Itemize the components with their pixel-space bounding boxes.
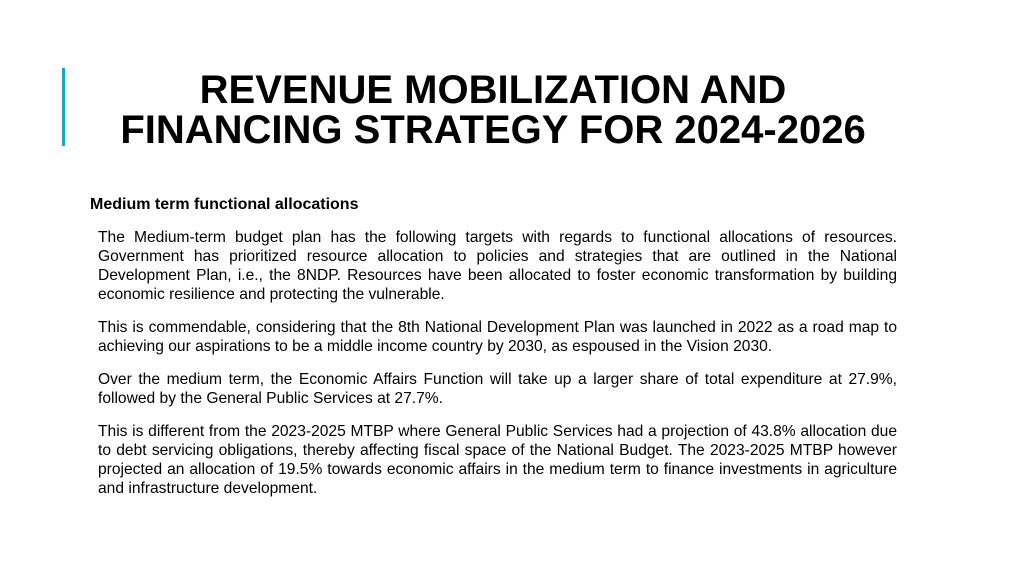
section-heading: Medium term functional allocations	[90, 196, 359, 213]
body-text	[98, 228, 897, 512]
title-accent-bar	[62, 68, 65, 146]
paragraph-4: This is different from the 2023-2025 MTBP where General Public Services had a projection of 43.8% allocation due to debt servicing obligations, thereby affecting fiscal space of the National Budget. The 2023-2025 MTBP however projected an allocation of 19.5% towards economic affairs in the medium term to finance investments in agriculture and infrastructure development.	[98, 423, 897, 497]
slide-title	[70, 70, 916, 150]
slide-title-line-1: REVENUE MOBILIZATION AND	[199, 68, 787, 112]
paragraph-2: This is commendable, considering that the 8th National Development Plan was launched in 2022 as a road map to achieving our aspirations to be a middle income country by 2030, as espoused in the Vision 2030.	[98, 319, 897, 355]
paragraph-3: Over the medium term, the Economic Affairs Function will take up a larger share of total expenditure at 27.9%, followed by the General Public Services at 27.7%.	[98, 371, 897, 407]
slide-title-line-2: FINANCING STRATEGY FOR 2024-2026	[120, 108, 866, 152]
paragraph-1: The Medium-term budget plan has the following targets with regards to functional allocations of resources. Government has prioritized resource allocation to policies and strategies that are outlined in the National Development Plan, i.e., the 8NDP. Resources have been allocated to foster economic transformation by building economic resilience and protecting the vulnerable.	[98, 229, 897, 303]
